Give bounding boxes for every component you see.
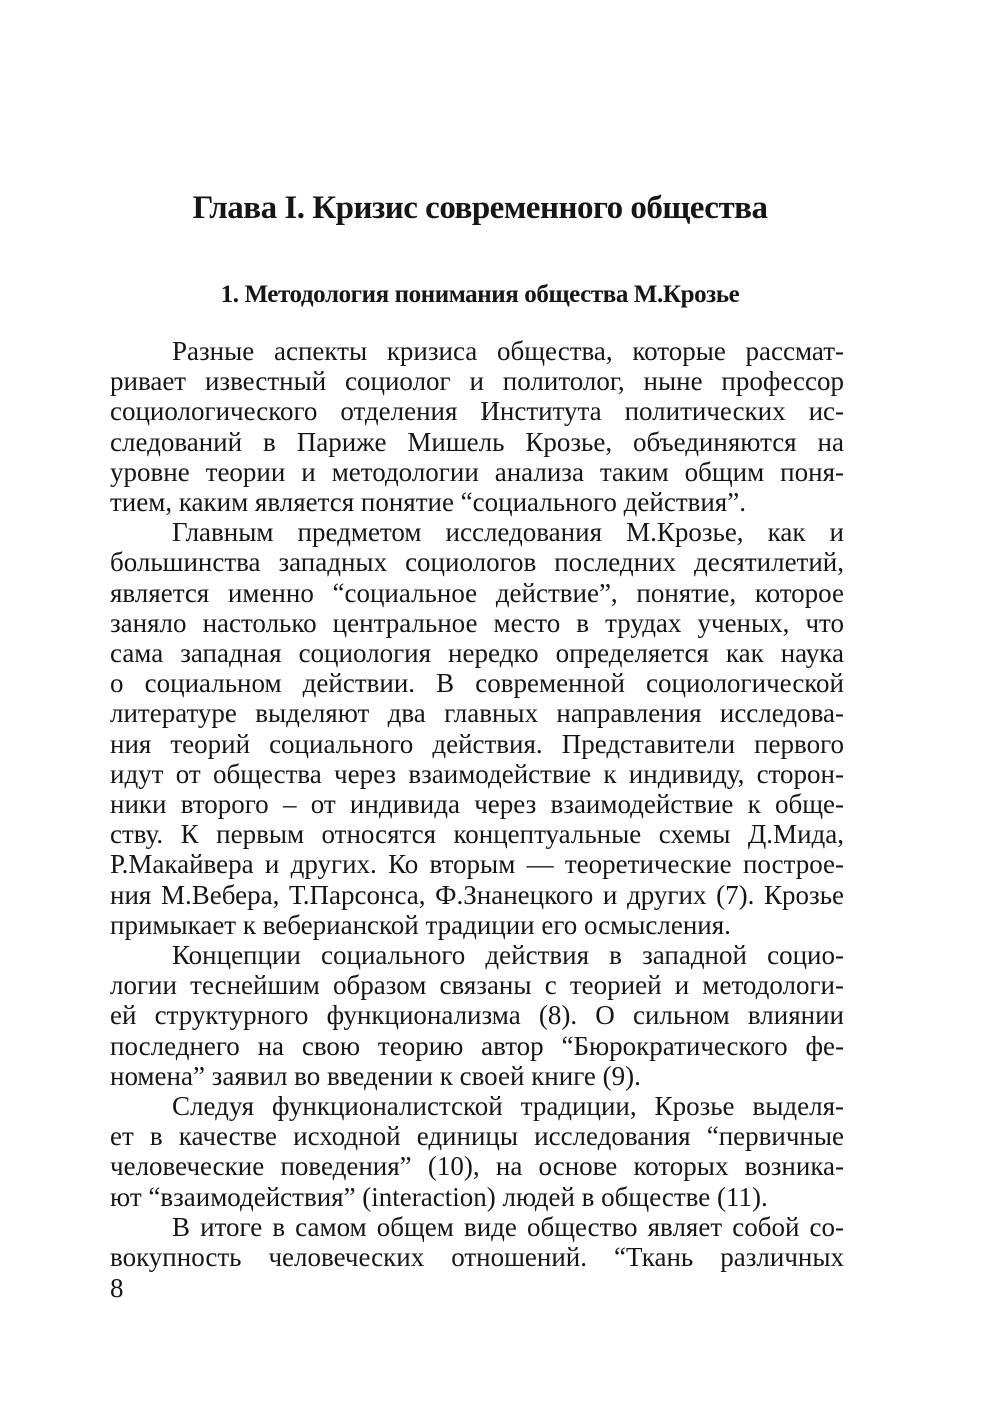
text-line: вокупность человеческих отношений. “Ткань различных [110,1242,844,1273]
paragraph [110,1212,844,1272]
text-line: следований в Париже Мишель Крозье, объединяются на [110,426,844,457]
text-line: Главным предметом исследования М.Крозье, как и [172,517,844,548]
text-line: Разные аспекты кризиса общества, которые рассмат- [172,336,844,366]
text-line: последнего на свою теорию автор “Бюрократического фе- [110,1030,844,1061]
paragraph [110,517,844,940]
text-line: примыкает к веберианской традиции его осмысления. [110,909,731,940]
text-line: логии теснейшим образом связаны с теорией и методологи- [110,970,844,1001]
text-line: ния М.Вебера, Т.Парсонса, Ф.Знанецкого и других (7). Крозье [110,879,844,910]
text-line: ники второго – от индивида через взаимодействие к обще- [110,789,844,820]
text-line: уровне теории и методологии анализа таким общим поня- [110,456,844,487]
page-number: 8 [110,1273,124,1303]
text-line: о социальном действии. В современной социологической [110,668,844,699]
text-line: В итоге в самом общем виде общество являет собой со- [172,1211,844,1242]
text-line: ет в качестве исходной единицы исследования “первичные [110,1121,844,1152]
text-line: номена” заявил во введении к своей книге (9). [110,1060,641,1091]
paragraph [110,1091,844,1212]
chapter-title: Глава I. Кризис современного общества [192,190,768,226]
body-text [110,336,844,1272]
text-line: ей структурного функционализма (8). О сильном влиянии [110,1000,844,1031]
text-line: ству. К первым относятся концептуальные схемы Д.Мида, [110,819,844,850]
text-line: заняло настолько центральное место в трудах ученых, что [110,607,844,638]
text-line: ют “взаимодействия” (interaction) людей в обществе (11). [110,1181,768,1212]
text-line: ния теорий социального действия. Представители первого [110,728,844,759]
text-line: тием, каким является понятие “социального действия”. [110,487,746,518]
text-line: большинства западных социологов последних десятилетий, [110,547,844,578]
section-title: 1. Методология понимания общества М.Крозье [220,281,740,308]
text-line: Следуя функционалистской традиции, Крозье выделя- [172,1091,844,1122]
text-line: Р.Макайвера и других. Ко вторым — теоретические построе- [110,849,844,880]
text-line: является именно “социальное действие”, понятие, которое [110,577,844,608]
paragraph [110,336,844,517]
text-line: социологического отделения Института политических ис- [110,396,844,427]
paragraph [110,940,844,1091]
text-line: ривает известный социолог и политолог, ныне профессор [110,366,844,397]
text-line: Концепции социального действия в западной социо- [172,940,844,971]
text-line: сама западная социология нередко определяется как наука [110,638,844,669]
text-line: литературе выделяют два главных направления исследова- [110,698,844,729]
text-line: идут от общества через взаимодействие к индивиду, сторон- [110,758,844,789]
text-line: человеческие поведения” (10), на основе которых возника- [110,1151,844,1182]
